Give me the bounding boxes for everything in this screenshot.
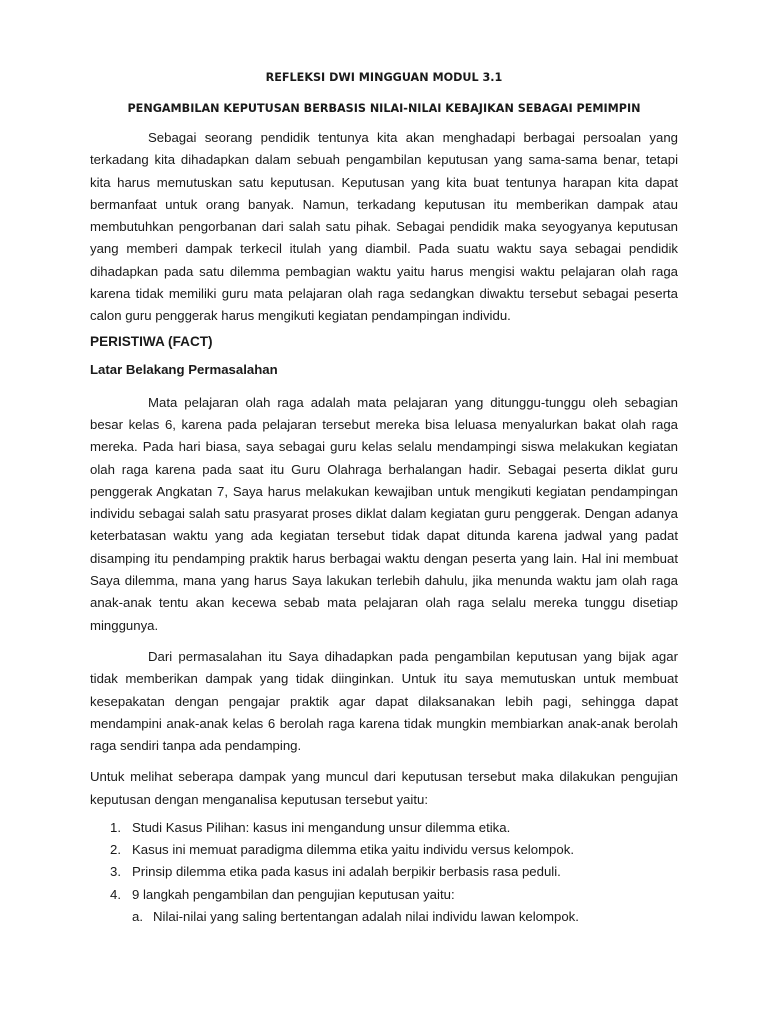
document-page (90, 70, 678, 928)
sub-list-item (132, 906, 678, 928)
subsection-heading: Latar Belakang Permasalahan (90, 361, 278, 377)
sub-list-item-letter: a. (132, 908, 143, 924)
decision-paragraph: Dari permasalahan itu Saya dihadapkan pada pengambilan keputusan yang bijak agar tidak memberikan dampak yang tidak diinginkan. Untuk itu saya memutuskan untuk membuat kesepakatan dengan pengajar praktik agar dapat dilaksanakan lebih pagi, sehingga dapat mendampini anak-anak kelas 6 berolah raga karena tidak mungkin membiarkan anak-anak berolah raga sendiri tanpa ada pendamping. (90, 648, 678, 754)
list-item-number: 4. (110, 886, 121, 902)
list-item-number: 1. (110, 820, 121, 836)
list-item (90, 817, 678, 839)
list-item-text: Prinsip dilemma etika pada kasus ini adalah berpikir berbasis rasa peduli. (132, 864, 561, 880)
analysis-list (90, 817, 678, 928)
sub-list (132, 906, 678, 928)
sub-list-item-text: Nilai-nilai yang saling bertentangan adalah nilai individu lawan kelompok. (153, 908, 579, 924)
intro-paragraph: Sebagai seorang pendidik tentunya kita akan menghadapi berbagai persoalan yang terkadang kita dihadapkan dalam sebuah pengambilan keputusan yang sama-sama benar, tetapi kita harus memutuskan satu keputusan. Keputusan yang kita buat tentunya harapan kita dapat bermanfaat untuk orang banyak. Namun, terkadang keputusan itu memberikan dampak atau membutuhkan pengorbanan dari salah satu pihak. Sebagai pendidik maka seyogyanya keputusan yang memberi dampak terkecil itulah yang diambil. Pada suatu waktu saya sebagai pendidik dihadapkan pada satu dilemma pembagian waktu yaitu harus mengisi waktu pelajaran olah raga karena tidak memiliki guru mata pelajaran olah raga sedangkan diwaktu tersebut sebagai peserta calon guru penggerak harus mengikuti kegiatan pendampingan individu. (90, 130, 678, 324)
document-subtitle: PENGAMBILAN KEPUTUSAN BERBASIS NILAI-NILAI KEBAJIKAN SEBAGAI PEMIMPIN (127, 102, 641, 115)
list-item (90, 884, 678, 928)
document-title: REFLEKSI DWI MINGGUAN MODUL 3.1 (265, 71, 503, 84)
list-item-number: 3. (110, 864, 121, 880)
list-item-text: Studi Kasus Pilihan: kasus ini mengandung unsur dilemma etika. (132, 820, 511, 836)
analysis-paragraph: Untuk melihat seberapa dampak yang muncul dari keputusan tersebut maka dilakukan pengujian keputusan dengan menganalisa keputusan tersebut yaitu: (90, 769, 678, 807)
section-heading: PERISTIWA (FACT) (90, 333, 213, 349)
list-item-text: 9 langkah pengambilan dan pengujian keputusan yaitu: (132, 886, 455, 902)
list-item (90, 861, 678, 883)
list-item (90, 839, 678, 861)
list-item-text: Kasus ini memuat paradigma dilemma etika yaitu individu versus kelompok. (132, 842, 574, 858)
list-item-number: 2. (110, 842, 121, 858)
background-paragraph: Mata pelajaran olah raga adalah mata pelajaran yang ditunggu-tunggu oleh sebagian besar kelas 6, karena pada pelajaran tersebut mereka bisa leluasa menyalurkan bakat olah raga mereka. Pada hari biasa, saya sebagai guru kelas selalu mendampingi siswa melakukan kegiatan olah raga karena pada saat itu Guru Olahraga berhalangan hadir. Sebagai peserta diklat guru penggerak Angkatan 7, Saya harus melakukan kewajiban untuk mengikuti kegiatan pendampingan individu sebagai salah satu prasyarat proses diklat dalam kegiatan guru penggerak. Dengan adanya keterbatasan waktu yang ada kegiatan tersebut tidak dapat ditunda karena jadwal yang padat disamping itu pendamping praktik harus berbagai waktu dengan peserta yang lain. Hal ini membuat Saya dilemma, mana yang harus Saya lakukan terlebih dahulu, jika menunda waktu jam olah raga anak-anak tentu akan kecewa sebab mata pelajaran olah raga selalu mereka tunggu disetiap minggunya. (90, 394, 678, 633)
